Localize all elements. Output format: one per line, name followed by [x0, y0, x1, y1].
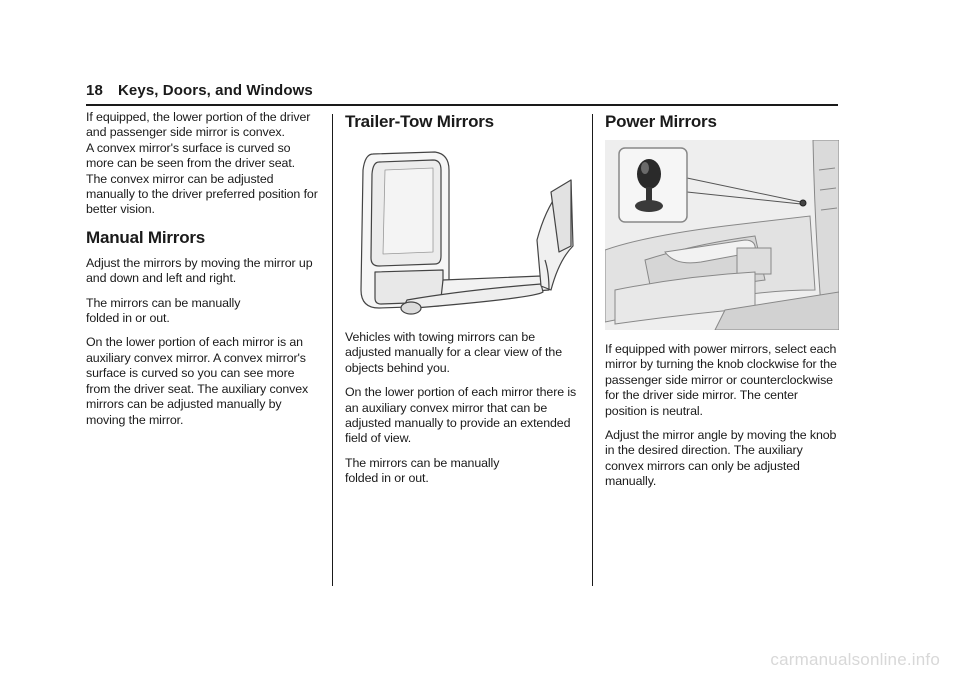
body-paragraph: On the lower portion of each mirror is an auxiliary convex mirror. A convex mirror's surface is curved so you can see more from the driver seat. The auxiliary convex mirrors can be adjusted manually by moving the mirror.: [86, 335, 309, 427]
column-trailer-tow-mirrors: [345, 108, 580, 496]
intro-paragraph: If equipped, the lower portion of the driver and passenger side mirror is convex.: [86, 110, 311, 140]
section-title: Keys, Doors, and Windows: [118, 82, 313, 99]
column-divider: [332, 114, 333, 586]
column-convex-manual-mirrors: [86, 110, 318, 437]
trailer-tow-mirrors-heading: Trailer-Tow Mirrors: [345, 112, 494, 131]
body-paragraph: If equipped with power mirrors, select each mirror by turning the knob clockwise for the passenger side mirror or counterclockwise for the driver side mirror. The center position is neutral.: [605, 342, 837, 418]
power-mirror-control-illustration: [605, 140, 839, 330]
column-power-mirrors: [605, 108, 841, 499]
page-header: [86, 82, 838, 99]
trailer-tow-mirror-illustration: [345, 140, 575, 320]
body-paragraph: Adjust the mirrors by moving the mirror up and down and left and right.: [86, 255, 313, 286]
intro-paragraph: A convex mirror's surface is curved so more can be seen from the driver seat. The convex mirror can be adjusted manually to the driver preferred position for better vision.: [86, 140, 318, 217]
body-paragraph: The mirrors can be manually folded in or out.: [345, 455, 500, 486]
body-paragraph: Adjust the mirror angle by moving the knob in the desired direction. The auxiliary convex mirrors can only be adjusted manually.: [605, 428, 837, 489]
body-paragraph: The mirrors can be manually folded in or out.: [86, 295, 241, 326]
watermark: carmanualsonline.info: [770, 650, 940, 669]
body-paragraph: Vehicles with towing mirrors can be adjusted manually for a clear view of the objects behind you.: [345, 330, 562, 375]
page-number: 18: [86, 82, 103, 99]
body-paragraph: On the lower portion of each mirror there is an auxiliary convex mirror that can be adjusted manually to provide an extended field of view.: [345, 385, 577, 446]
manual-mirrors-heading: Manual Mirrors: [86, 227, 206, 247]
header-rule: [86, 104, 838, 106]
power-mirrors-heading: Power Mirrors: [605, 112, 717, 131]
column-divider: [592, 114, 593, 586]
